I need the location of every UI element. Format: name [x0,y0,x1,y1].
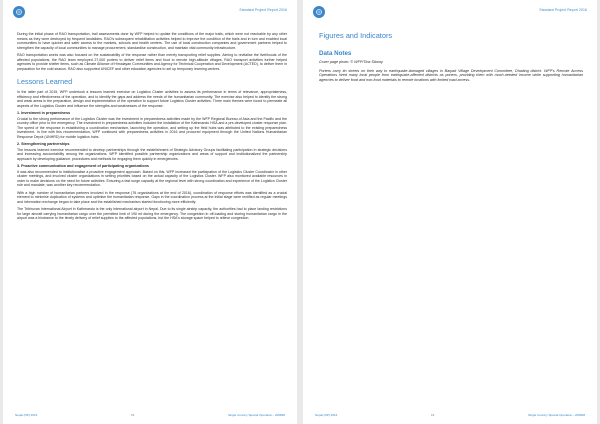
right-footer [315,413,585,417]
wfp-emblem-graphic [15,8,23,16]
left-body [17,32,287,221]
section-heading: 3. Proactive communication and engagement of participating organizations [17,164,149,169]
running-head: Standard Project Report 2016 [239,8,287,12]
lessons-learned-title: Lessons Learned [17,77,73,86]
footer-operation: Single Country Special Operation - 200848 [227,413,285,417]
intro-paragraph: During the initial phase of RAO transportation, trail assessments done by WFP helped to update the conditions of the major trails, which were not reachable by any other means as they were destroyed by frequent landslides. RAO's subsequent rehabilitation activities helped to improve the condition of the trails and in turn and enabled local communities to have quicker and safer access to the markets, schools and health centers. The use of local construction companies and government partners helped to strengthen the capacity of local communities to manage procurement, standardise construction, and maintain vital community infrastructure. [17,32,287,50]
lessons-intro-paragraph: In the latter part of 2015, WFP undertook a lessons learned exercise on Logistics Cluster activities to assess its performance in terms of relevance, appropriateness, efficiency and effectiveness of the operation, and to identify the gaps and address the needs of the humanitarian community. The exercise also helped to identify the strong and weak areas in the preparation, design and implementation of the operation to support future Logistics Cluster activities. Three main themes were found to permeate all aspects of the Logistics Cluster and influence the strengths and weaknesses of the response: [17,90,287,108]
page-number: 15 [130,413,135,417]
running-head: Standard Project Report 2016 [539,8,587,12]
figures-indicators-title: Figures and Indicators [319,31,393,40]
photo-credit: Cover page photo: © WFP/Tina Sibony. [319,60,384,64]
intro-paragraph: RAO transportation works was also focused on the sustainability of the response rather than merely transporting relief supplies. Aiming to revitalise the livelihoods of the affected populations, the RAO team employed 27,000 porters to deliver relief items and food to remote high-altitude villages. RAO transport activities further helped agencies to provide shelter items, such as Climate Alliance of Himalayan Communities and Agency for Technical Cooperation and Development (ACTED), to deliver them in preparation for the cold season. RAO also supported UNICEF and other education agencies to set up temporary learning centres. [17,53,287,71]
section-paragraph: The lessons learned exercise recommended to develop partnerships through the establishment of Strategic Advisory Groups facilitating participation in strategic decisions and increasing accountability among the organizations. WFP identified possible partnership organizations and areas of support and institutionalized the partnership approach by developing guidance, procedures and methods for engaging them quickly in emergencies. [17,147,287,161]
section-heading: 1. Investment in preparedness [17,111,71,115]
section-paragraph: With a high number of humanitarian partners involved in the response (76 organizations at the end of 2016), coordination of response efforts was identified as a crucial element to minimise duplication of systems and optimise the humanitarian response. Gaps in the coordination process at the initial stage were rectified as regular meetings and information exchange began to take place and the established mechanism started functioning more efficiently. [17,190,287,204]
wfp-emblem-graphic [315,8,323,16]
section-paragraph: Crucial to the strong performance of the Logistics Cluster was the investment in preparedness activities made by the WFP Regional Bureau of Asia and the Pacific and the country office prior to the emergency. The investment in preparedness activities included the installation of the Kathmandu HSA and a pre-developed cluster response plan. The speed of the response in establishing a coordination mechanism, launching the operation, and setting up the field hubs was attributed to the existing preparedness investment. In line with this recommendation, WFP continued with preparedness activities in 2016 and procured equipment through the United Nations Humanitarian Response Depot (UNHRD) for mobile logistics hubs. [17,116,287,139]
data-notes-title: Data Notes [319,50,352,57]
left-footer [15,413,285,417]
section-heading: 2. Strengthening partnerships [17,142,70,147]
section-paragraph: It was also recommended to institutionalise a proactive engagement approach. Based on this, WFP increased the participation of the Logistics Cluster Coordinator in other cluster meetings, and involved cluster organizations in setting priorities based on the actual capacity of the Logistics Cluster. WFP also monitored available resources in order to make decisions on the need for future activities. Ensuring a fast surge capacity at the regional level with strong coordination and experience of the Logistics Cluster role and mandate, was another key recommendation. [17,169,287,188]
footer-country: Nepal (NP) 2016 [315,413,338,417]
left-page [3,0,297,424]
wfp-logo-icon [313,6,325,18]
section-paragraph: The Tribhuvan International Airport in Kathmandu is the only international airport in Nepal. Due to its single airstrip capacity, the authorities had to place landing restrictions for large aircraft carrying humanitarian cargo over the permitted limit of 190 mt during the emergency. The congestion in off-loading and storing humanitarian cargo in the airport was a hindrance to the timely delivery of relief supplies to the affected populations, but the HSA's storage space helped to relieve congestion. [17,207,287,221]
footer-operation: Single Country Special Operation - 200848 [527,413,585,417]
page-number: 16 [430,413,435,417]
wfp-logo-icon [13,6,25,18]
right-page [303,0,597,424]
footer-country: Nepal (NP) 2016 [15,413,38,417]
photo-caption: Porters carry tin sheets on their way to earthquake-damaged villages in Barpak Village Development Committee, Dhading district. WFP's Remote Access Operations hired many local people from earthquake-affected districts as porters, providing them with much-needed income while supporting humanitarian agencies to deliver food and non-food materials to remote locations with limited road access. [319,68,583,82]
